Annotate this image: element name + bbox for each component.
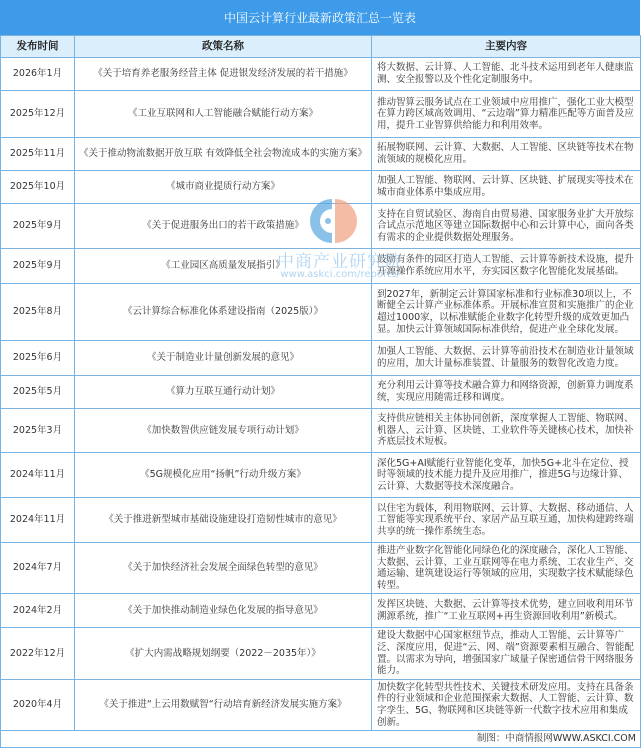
- policy-date: 2024年11月: [1, 498, 75, 543]
- policy-name: 《加快数智供应链发展专项行动计划》: [75, 409, 372, 453]
- policy-date: 2025年8月: [1, 284, 75, 341]
- policy-name: 《关于推动物流数据开放互联 有效降低全社会物流成本的实施方案》: [75, 138, 372, 171]
- policy-table: [0, 35, 641, 748]
- policy-content: 到2027年，新制定云计算国家标准和行业标准30项以上，不断健全云计算产业标准体系。开展标准宣贯和实施推广的企业超过1000家，以标准赋能企业数字化转型升级的成效更加凸显。加快云计算领域国际标准供给，促进产业全球化发展。: [372, 284, 641, 341]
- table-row: [1, 91, 641, 138]
- policy-date: 2025年9月: [1, 249, 75, 284]
- policy-date: 2024年11月: [1, 453, 75, 498]
- column-header-policy-name: 政策名称: [75, 36, 372, 58]
- policy-content: 支持供应链相关主体协同创新，深度掌握人工智能、物联网、机器人、云计算、区块链、工业软件等关键核心技术，加快补齐底层技术短板。: [372, 409, 641, 453]
- table-row: [1, 498, 641, 543]
- watermark-url: www.askci.com/reports/: [280, 269, 400, 280]
- source-credit: 制图：中商情报网WWW.ASKCI.COM: [1, 731, 641, 748]
- policy-date: 2025年11月: [1, 138, 75, 171]
- policy-date: 2025年5月: [1, 376, 75, 409]
- table-row: [1, 679, 641, 730]
- table-row: [1, 171, 641, 204]
- policy-date: 2025年10月: [1, 171, 75, 204]
- policy-date: 2025年9月: [1, 204, 75, 249]
- policy-name: 《云计算综合标准化体系建设指南（2025版）》: [75, 284, 372, 341]
- policy-content: 拓展物联网、云计算、大数据、人工智能、区块链等技术在物流领域的规模化应用。: [372, 138, 641, 171]
- policy-content: 深化5G+AI赋能行业智能化变革，加快5G+北斗在定位、授时等领域的技术能力提升及应用推广，推进5G与边缘计算、云计算、大数据等技术深度融合。: [372, 453, 641, 498]
- policy-date: 2025年3月: [1, 409, 75, 453]
- policy-content: 以住宅为载体，利用物联网、云计算、大数据、移动通信、人工智能等实现系统平台、家居产品互联互通，加快构建跨终端共享的统一操作系统生态。: [372, 498, 641, 543]
- table-row: [1, 628, 641, 679]
- policy-name: 《城市商业提质行动方案》: [75, 171, 372, 204]
- policy-content: 鼓励有条件的园区打造人工智能、云计算等新技术设施，提升开源操作系统应用水平，夯实园区数字化智能化发展基础。: [372, 249, 641, 284]
- policy-content: 充分利用云计算等技术融合算力和网络资源，创新算力调度系统，实现应用随需迁移和调度。: [372, 376, 641, 409]
- policy-content: 加快数字化转型共性技术、关键技术研发应用。支持在具备条件的行业领域和企业范围探索大数据、人工智能、云计算、数字孪生、5G、物联网和区块链等新一代数字技术应用和集成创新。: [372, 679, 641, 730]
- policy-name: 《扩大内需战略规划纲要（2022－2035年）》: [75, 628, 372, 679]
- policy-content: 将大数据、云计算、人工智能、北斗技术运用到老年人健康监测、安全报警以及个性化定制服务中。: [372, 58, 641, 91]
- policy-name: 《关于加快推动制造业绿色化发展的指导意见》: [75, 594, 372, 628]
- policy-name: 《关于培育养老服务经营主体 促进银发经济发展的若干措施》: [75, 58, 372, 91]
- table-row: [1, 594, 641, 628]
- policy-name: 《关于推进新型城市基础设施建设打造韧性城市的意见》: [75, 498, 372, 543]
- table-row: [1, 453, 641, 498]
- policy-name: 《关于加快经济社会发展全面绿色转型的意见》: [75, 543, 372, 594]
- table-row: [1, 204, 641, 249]
- table-row: [1, 543, 641, 594]
- table-body: [1, 58, 641, 731]
- table-row: [1, 284, 641, 341]
- policy-content: 推进产业数字化智能化同绿色化的深度融合，深化人工智能、大数据、云计算、工业互联网等在电力系统、工农业生产、交通运输、建筑建设运行等领域的应用，实现数字技术赋能绿色转型。: [372, 543, 641, 594]
- policy-name: 《关于制造业计量创新发展的意见》: [75, 341, 372, 376]
- table-row: [1, 58, 641, 91]
- policy-name: 《工业互联网和人工智能融合赋能行动方案》: [75, 91, 372, 138]
- policy-date: 2025年6月: [1, 341, 75, 376]
- policy-content: 支持在自贸试验区、海南自由贸易港、国家服务业扩大开放综合试点示范地区等建立国际数据中心和云计算中心，面向各类有需求的企业提供数据处理服务。: [372, 204, 641, 249]
- table-row: [1, 409, 641, 453]
- policy-name: 《关于促进服务出口的若干政策措施》: [75, 204, 372, 249]
- column-header-date: 发布时间: [1, 36, 75, 58]
- policy-name: 《5G规模化应用“扬帆”行动升级方案》: [75, 453, 372, 498]
- policy-content: 加强人工智能、大数据、云计算等前沿技术在制造业计量领域的应用，加大计量标准装置、计量服务的数智化改造力度。: [372, 341, 641, 376]
- policy-date: 2025年12月: [1, 91, 75, 138]
- policy-date: 2024年7月: [1, 543, 75, 594]
- footer-row: [1, 731, 641, 748]
- policy-content: 加强人工智能、物联网、云计算、区块链、扩展现实等技术在城市商业体系中集成应用。: [372, 171, 641, 204]
- table-row: [1, 376, 641, 409]
- policy-name: 《工业园区高质量发展指引》: [75, 249, 372, 284]
- table-row: [1, 138, 641, 171]
- table-row: [1, 341, 641, 376]
- column-header-main-content: 主要内容: [372, 36, 641, 58]
- policy-name: 《算力互联互通行动计划》: [75, 376, 372, 409]
- policy-date: 2022年12月: [1, 628, 75, 679]
- watermark-name: 中商产业研究院: [277, 252, 403, 272]
- policy-name: 《关于推进“上云用数赋智“行动培育新经济发展实施方案》: [75, 679, 372, 730]
- policy-content: 发挥区块链、大数据、云计算等技术优势，建立回收利用环节溯源系统，推广“工业互联网+再生资源回收利用”新模式。: [372, 594, 641, 628]
- policy-date: 2024年2月: [1, 594, 75, 628]
- table-title: 中国云计算行业最新政策汇总一览表: [0, 0, 640, 35]
- policy-content: 建设大数据中心国家枢纽节点，推动人工智能、云计算等广泛、深度应用，促进“云、网、端”资源要素相互融合、智能配置。以需求为导向，增强国家广域量子保密通信骨干网络服务能力。: [372, 628, 641, 679]
- policy-date: 2020年4月: [1, 679, 75, 730]
- policy-content: 推动智算云服务试点在工业领域中应用推广，强化工业大模型在算力跨区域高效调用、“云边端”算力精准匹配等方面普及应用，提升工业智算供给能力和利用效率。: [372, 91, 641, 138]
- policy-date: 2026年1月: [1, 58, 75, 91]
- table-row: [1, 249, 641, 284]
- table-header-row: [1, 36, 641, 58]
